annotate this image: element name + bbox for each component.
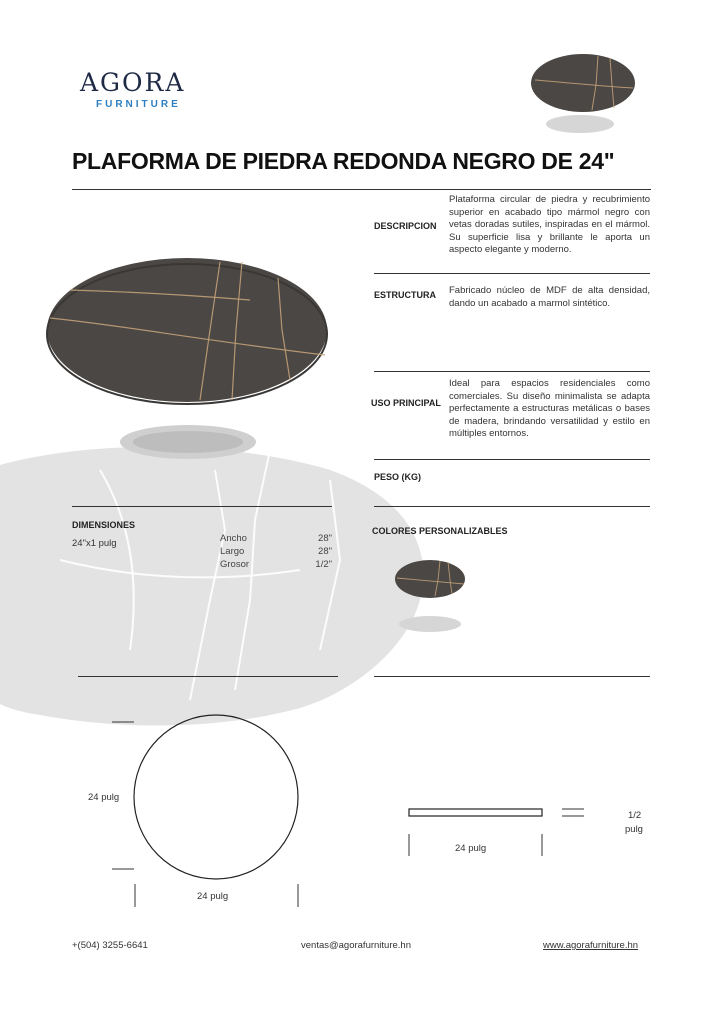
dim-largo-label: Largo [220,546,245,557]
circle-bottom-label: 24 pulg [197,891,229,902]
dim-ancho-value: 28" [318,533,332,544]
profile-thickness-bottom: pulg [625,824,643,835]
colores-label: COLORES PERSONALIZABLES [372,526,508,536]
profile-drawing [409,809,542,816]
circle-side-label: 24 pulg [88,792,120,803]
shadow-ellipse-top [546,115,614,133]
dimensiones-summary: 24"x1 pulg [72,538,117,549]
estructura-label: ESTRUCTURA [374,290,436,300]
shadow-ellipse-color [399,616,461,632]
footer-email[interactable]: ventas@agorafurniture.hn [301,940,411,951]
uso-label: USO PRINCIPAL [371,398,441,408]
profile-width-label: 24 pulg [455,843,487,854]
shadow-ellipse-main-inner [133,431,243,453]
marble-background-shape [0,447,423,726]
page-title: PLAFORMA DE PIEDRA REDONDA NEGRO DE 24" [72,148,615,174]
descripcion-text: Plataforma circular de piedra y recubrimiento superior en acabado tipo mármol negro con vetas doradas sutiles, inspiradas en el mármol. Su superficie lisa y brillante le aporta un aspecto elegante y moderno. [449,194,650,255]
circle-drawing [134,715,298,879]
peso-label: PESO (KG) [374,472,422,482]
descripcion-label: DESCRIPCION [374,221,437,231]
title-divider [72,189,651,190]
estructura-text: Fabricado núcleo de MDF de alta densidad, dando un acabado a marmol sintético. [449,285,650,309]
dimensiones-label: DIMENSIONES [72,520,136,530]
dim-grosor-value: 1/2" [315,559,332,570]
dim-ancho-label: Ancho [220,533,247,544]
dim-grosor-label: Grosor [220,559,250,570]
footer-phone: +(504) 3255-6641 [72,940,148,951]
dim-largo-value: 28" [318,546,332,557]
product-top-main [47,258,327,402]
product-top-small [531,54,635,112]
brand-logo-sub: FURNITURE [96,99,181,110]
footer-website-link[interactable]: www.agorafurniture.hn [543,940,639,951]
brand-logo: AGORA [80,68,186,97]
profile-thickness-top: 1/2 [628,810,642,821]
uso-text: Ideal para espacios residenciales como comerciales. Su diseño minimalista se adapta perfectamente a estructuras metálicas o bases de madera, brindando versatilidad y estilo en múltiples entornos. [449,378,650,439]
